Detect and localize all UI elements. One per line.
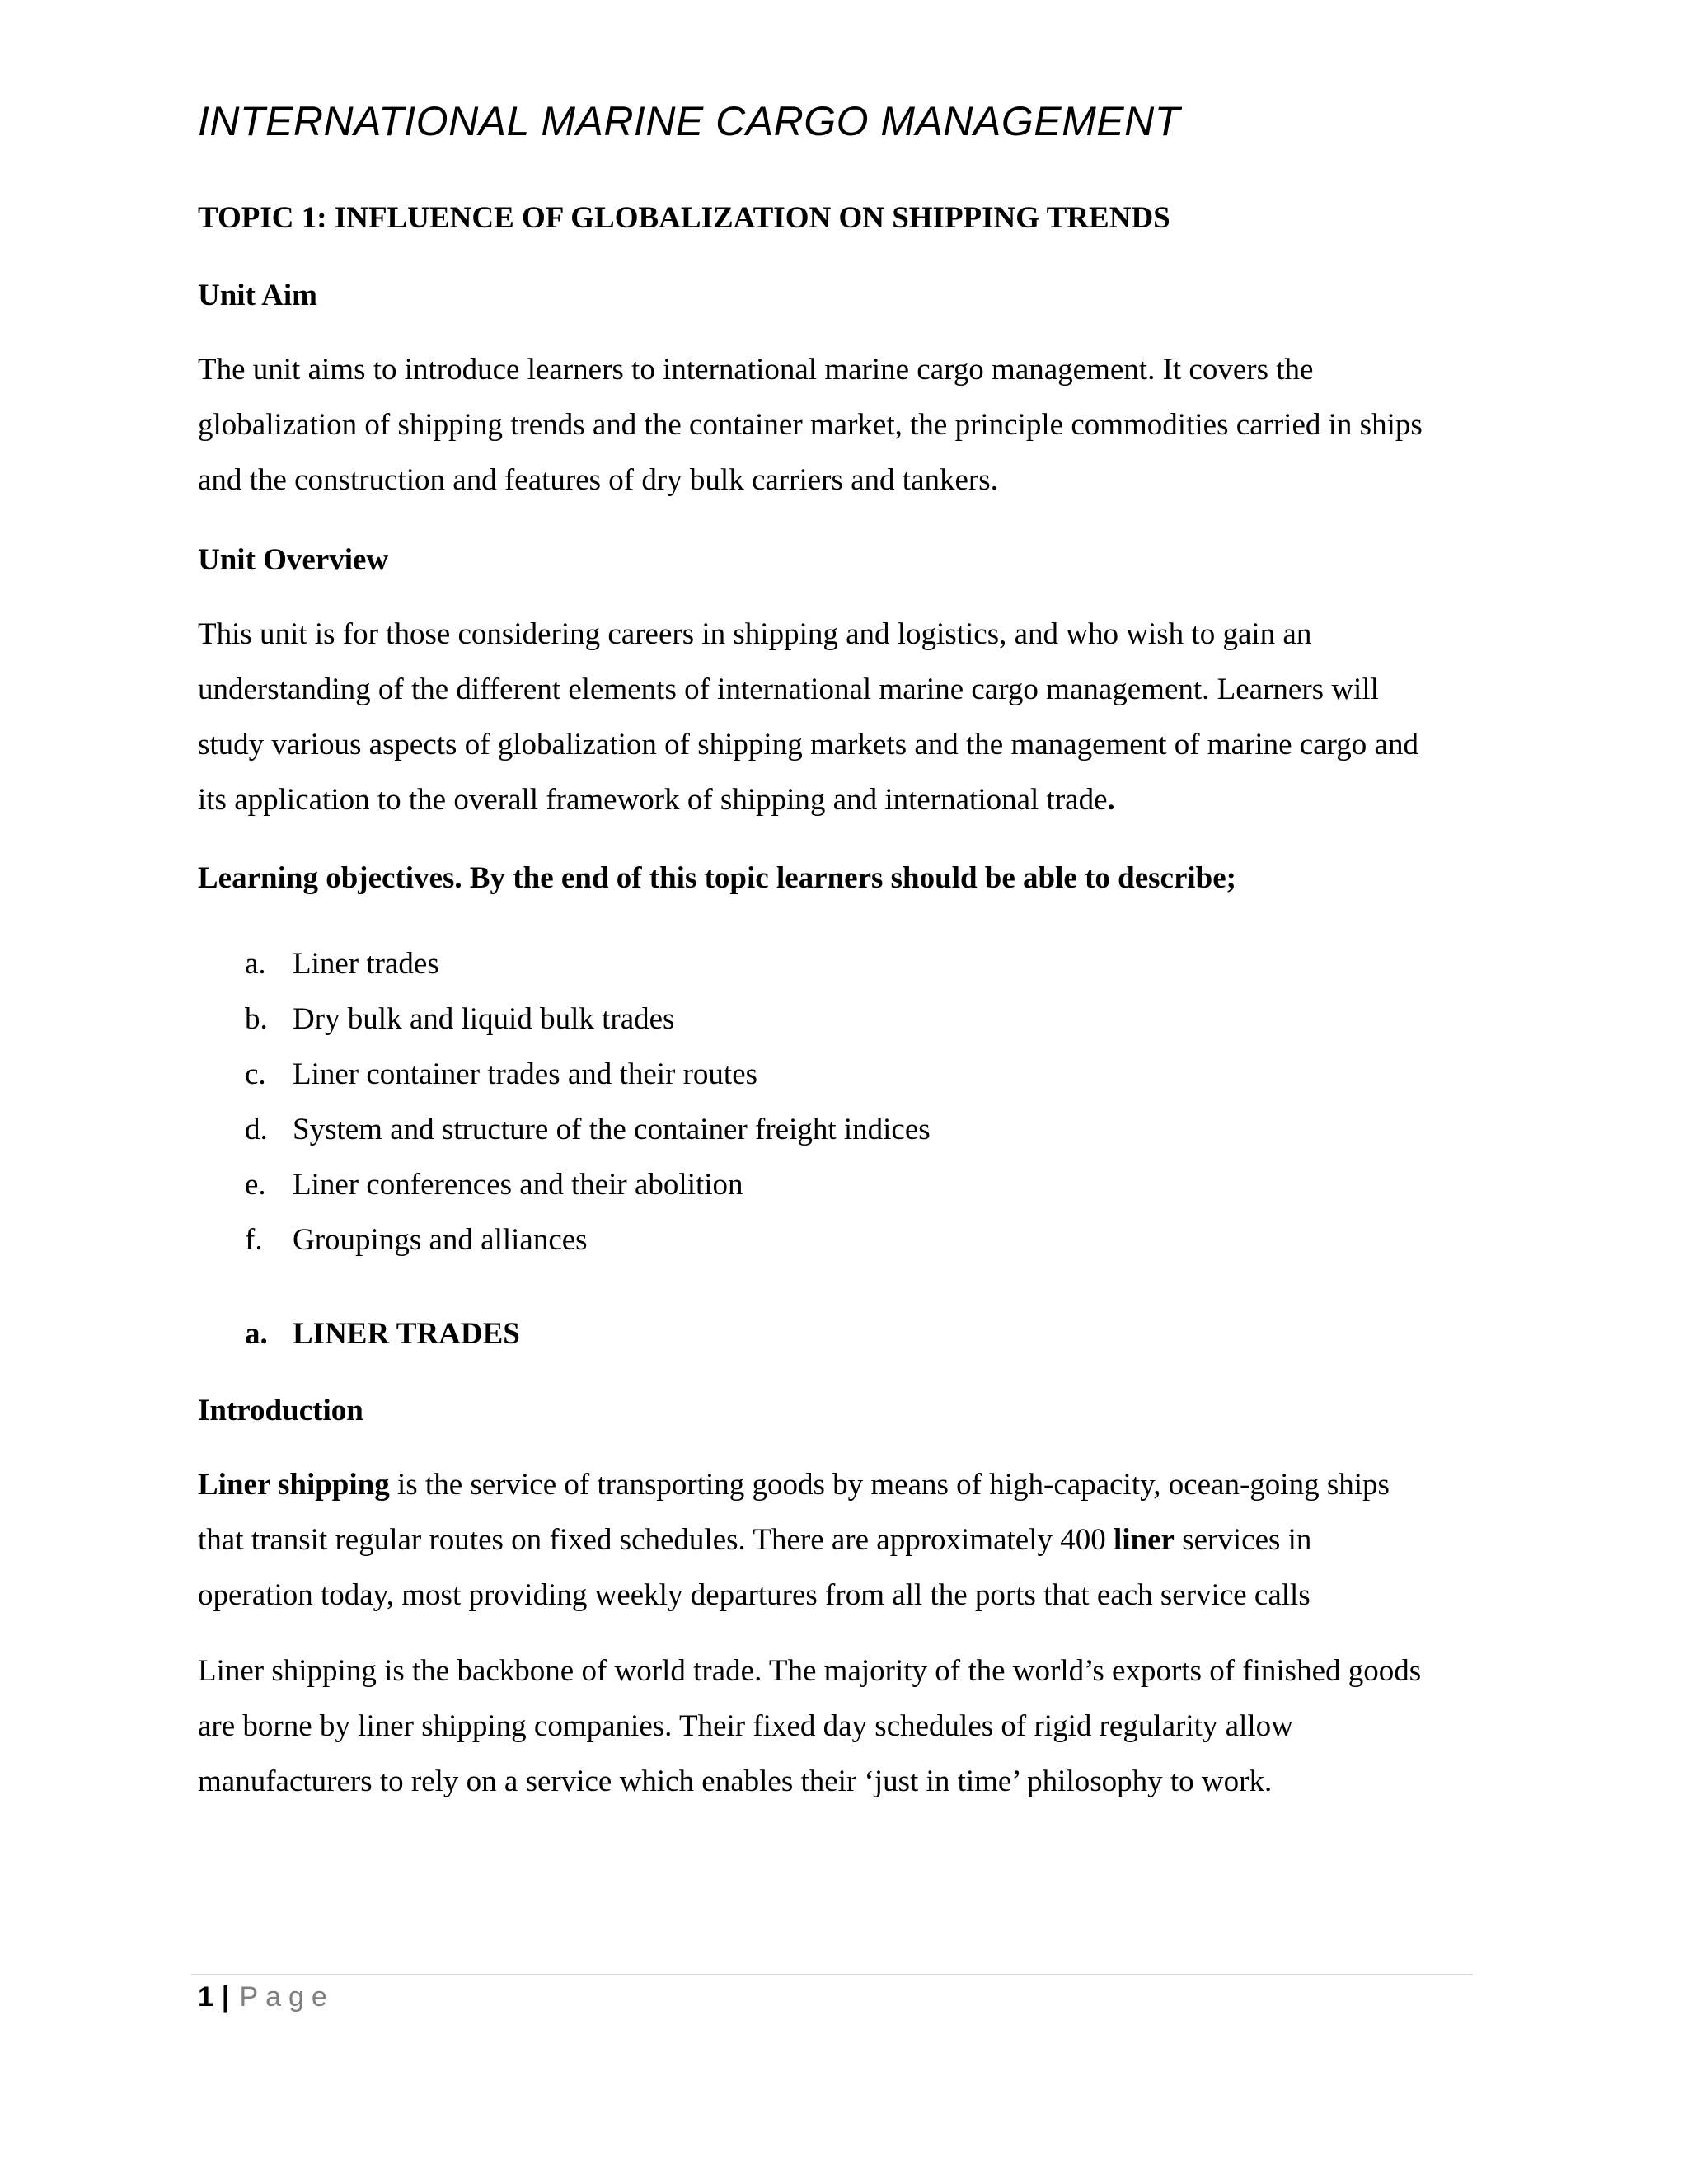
final-period: .	[1107, 783, 1115, 817]
bold-term: liner	[1114, 1523, 1175, 1557]
learning-objectives-heading: Learning objectives. By the end of this topic learners should be able to describe;	[198, 861, 1237, 895]
paragraph-line: study various aspects of globalization of shipping markets and the management of marine cargo and	[198, 728, 1418, 762]
list-marker: e.	[245, 1168, 266, 1202]
list-item-text: Dry bulk and liquid bulk trades	[293, 1002, 675, 1036]
paragraph-line: understanding of the different elements of international marine cargo management. Learners will	[198, 673, 1379, 706]
list-marker: b.	[245, 1002, 268, 1036]
paragraph-line	[198, 772, 1418, 827]
list-marker: c.	[245, 1057, 266, 1091]
list-item-text: System and structure of the container freight indices	[293, 1113, 931, 1146]
document-title: INTERNATIONAL MARINE CARGO MANAGEMENT	[198, 98, 1180, 144]
list-marker: f.	[245, 1223, 263, 1257]
section-heading-liner-trades	[198, 1316, 775, 1356]
footer-divider	[191, 1974, 1473, 1975]
unit-overview-heading: Unit Overview	[198, 543, 389, 577]
section-marker: a.	[245, 1317, 268, 1351]
introduction-paragraph-1	[198, 1457, 1390, 1623]
paragraph-line: Liner shipping is the backbone of world trade. The majority of the world’s exports of finished goods	[198, 1654, 1422, 1688]
list-item-text: Liner trades	[293, 947, 439, 981]
unit-aim-paragraph	[198, 342, 1423, 508]
list-marker: d.	[245, 1113, 268, 1146]
paragraph-line: manufacturers to rely on a service which enables their ‘just in time’ philosophy to work.	[198, 1765, 1273, 1798]
page-label: Page	[239, 1981, 335, 2013]
footer-separator: |	[221, 1981, 230, 2013]
introduction-paragraph-2	[198, 1643, 1421, 1809]
paragraph-line-text: is the service of transporting goods by means of high-capacity, ocean-going ships	[389, 1468, 1390, 1502]
list-item-text: Liner container trades and their routes	[293, 1057, 758, 1091]
paragraph-line: globalization of shipping trends and the container market, the principle commodities carried in ships	[198, 408, 1423, 442]
paragraph-line-text: services in	[1174, 1523, 1312, 1557]
paragraph-line: are borne by liner shipping companies. Their fixed day schedules of rigid regularity allow	[198, 1709, 1293, 1743]
unit-aim-heading: Unit Aim	[198, 279, 317, 312]
list-marker: a.	[245, 947, 266, 981]
page-footer	[198, 1981, 335, 2013]
paragraph-line: This unit is for those considering careers in shipping and logistics, and who wish to gain an	[198, 617, 1312, 651]
list-item-text: Groupings and alliances	[293, 1223, 588, 1257]
paragraph-line	[198, 1457, 1390, 1512]
paragraph-line-text: its application to the overall framework of shipping and international trade	[198, 783, 1108, 817]
topic-heading: TOPIC 1: INFLUENCE OF GLOBALIZATION ON SHIPPING TRENDS	[198, 201, 1170, 235]
unit-overview-paragraph	[198, 607, 1418, 827]
paragraph-line: and the construction and features of dry bulk carriers and tankers.	[198, 463, 998, 497]
introduction-heading: Introduction	[198, 1394, 363, 1427]
paragraph-line	[198, 1512, 1390, 1568]
section-title: LINER TRADES	[293, 1317, 520, 1351]
paragraph-line-text: that transit regular routes on fixed schedules. There are approximately 400	[198, 1523, 1114, 1557]
list-item-text: Liner conferences and their abolition	[293, 1168, 743, 1202]
paragraph-line: The unit aims to introduce learners to international marine cargo management. It covers the	[198, 353, 1314, 387]
paragraph-line: operation today, most providing weekly departures from all the ports that each service calls	[198, 1578, 1311, 1612]
bold-term: Liner shipping	[198, 1468, 390, 1502]
page-number: 1	[198, 1981, 213, 2013]
